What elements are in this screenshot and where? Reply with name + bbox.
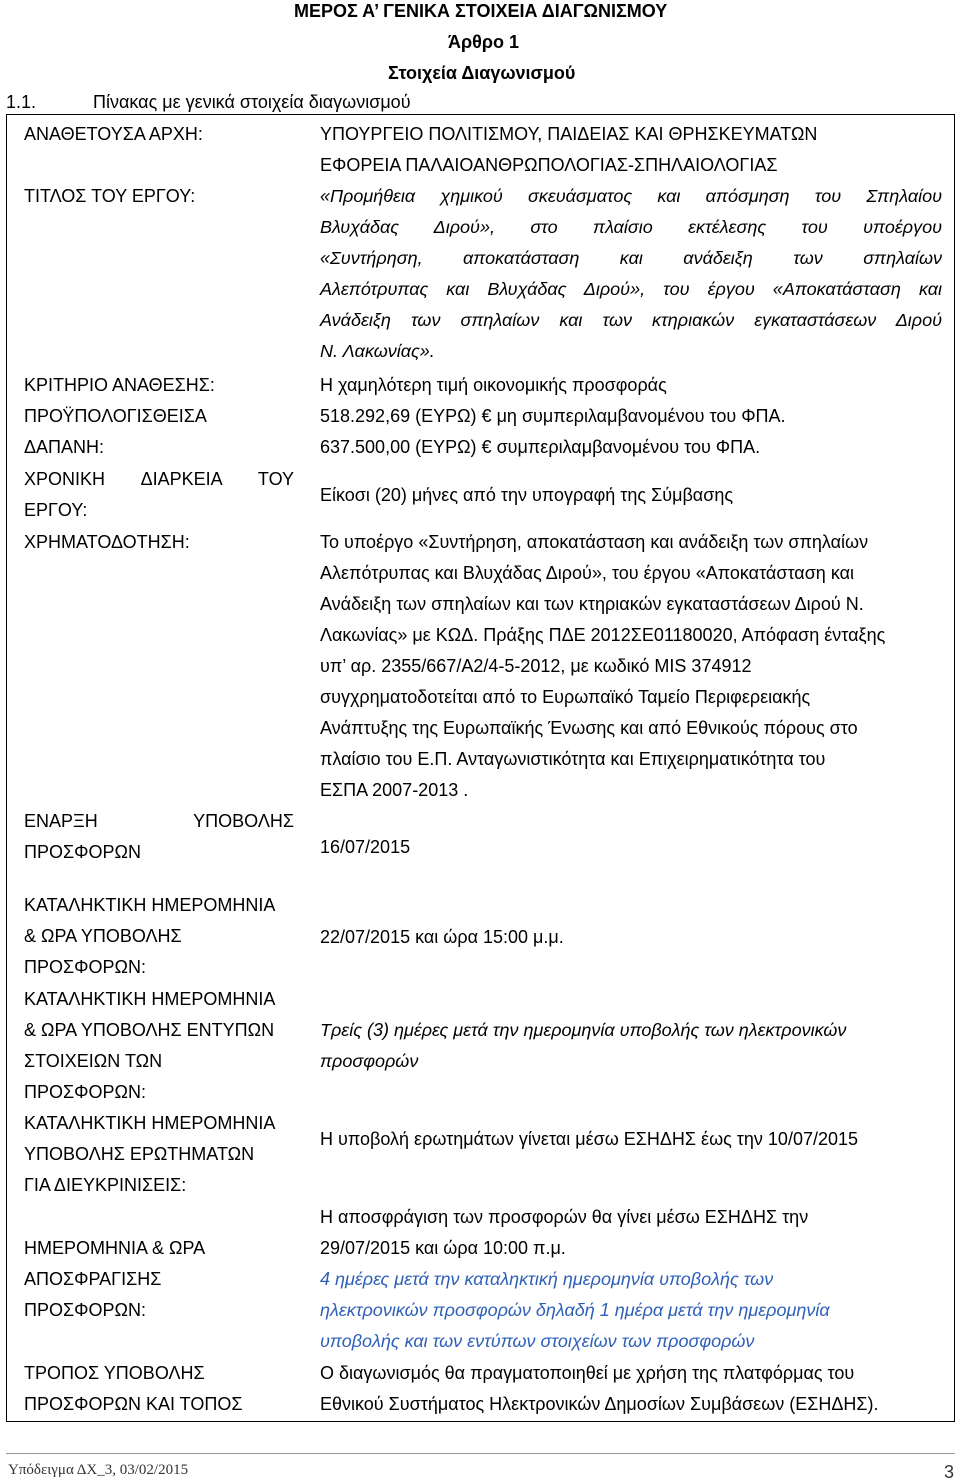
opening-value: Η αποσφράγιση των προσφορών θα γίνει μέσω ΕΣΗΔΗΣ την 29/07/2015 και ώρα 10:00 π.μ. [320,1207,809,1258]
questions-label: ΚΑΤΑΛΗΚΤΙΚΗ ΗΜΕΡΟΜΗΝΙΑ ΥΠΟΒΟΛΗΣ ΕΡΩΤΗΜΑΤΩΝ ΓΙΑ ΔΙΕΥΚΡΙΝΙΣΕΙΣ: [24,1113,276,1195]
project-title-value: «Προμήθεια χημικού σκευάσματος και απόσμηση του Σπηλαίου Βλυχάδας Διρού», στο πλαίσιο εκτέλεσης του υποέργου «Συντήρηση, αποκατάσταση και ανάδειξη των σπηλαίων Αλεπότρυπας και Βλυχάδας Διρού», του έργου «Αποκατάσταση και Ανάδειξη των σπηλαίων και των κτηριακών εγκαταστάσεων Διρού Ν. Λακωνίας». [320,186,942,361]
duration-label: ΧΡΟΝΙΚΗ ΔΙΑΡΚΕΙΑ ΤΟΥ ΕΡΓΟΥ: [24,469,294,520]
printed-deadline-value: Τρείς (3) ημέρες μετά την ημερομηνία υποβολής των ηλεκτρονικών προσφορών [320,1020,847,1071]
criterion-value: Η χαμηλότερη τιμή οικονομικής προσφοράς [320,375,667,395]
criterion-label: ΚΡΙΤΗΡΙΟ ΑΝΑΘΕΣΗΣ: [24,375,215,395]
method-value: Ο διαγωνισμός θα πραγματοποιηθεί με χρήση της πλατφόρμας του Εθνικού Συστήματος Ηλεκτρονικών Δημοσίων Συμβάσεων (ΕΣΗΔΗΣ). [320,1363,879,1414]
deadline-value: 22/07/2015 και ώρα 15:00 μ.μ. [320,927,564,947]
section-title: Πίνακας με γενικά στοιχεία διαγωνισμού [93,92,411,112]
authority-value: ΥΠΟΥΡΓΕΙΟ ΠΟΛΙΤΙΣΜΟΥ, ΠΑΙΔΕΙΑΣ ΚΑΙ ΘΡΗΣΚΕΥΜΑΤΩΝ ΕΦΟΡΕΙΑ ΠΑΛΑΙΟΑΝΘΡΩΠΟΛΟΓΙΑΣ-ΣΠΗΛΑΙΟΛΟΓΙΑΣ [320,124,818,175]
opening-label: ΗΜΕΡΟΜΗΝΙΑ & ΩΡΑ ΑΠΟΣΦΡΑΓΙΣΗΣ ΠΡΟΣΦΟΡΩΝ: [24,1238,206,1320]
budget-value: 518.292,69 (ΕΥΡΩ) € μη συμπεριλαμβανομένου του ΦΠΑ. 637.500,00 (ΕΥΡΩ) € συμπεριλαμβανομένου του ΦΠΑ. [320,406,786,457]
article-title: Στοιχεία Διαγωνισμού [388,63,576,83]
questions-value: Η υποβολή ερωτημάτων γίνεται μέσω ΕΣΗΔΗΣ έως την 10/07/2015 [320,1129,859,1149]
funding-value: Το υποέργο «Συντήρηση, αποκατάσταση και ανάδειξη των σπηλαίων Αλεπότρυπας και Βλυχάδας Διρού», του έργου «Αποκατάσταση και Ανάδειξη των σπηλαίων και των κτηριακών εγκαταστάσεων Διρού Ν. Λακωνίας» με ΚΩΔ. Πράξης ΠΔΕ 2012ΣΕ01180020, Απόφαση ένταξης υπ’ αρ. 2355/667/Α2/4-5-2012, με κωδικό MIS 374912 συγχρηματοδοτείται από το Ευρωπαϊκό Ταμείο Περιφερειακής Ανάπτυξης της Ευρωπαϊκής Ένωσης και από Εθνικούς πόρους στο πλαίσιο του Ε.Π. Ανταγωνιστικότητα και Επιχειρηματικότητα του ΕΣΠΑ 2007-2013 . [320,532,886,800]
project-title-label: ΤΙΤΛΟΣ ΤΟΥ ΕΡΓΟΥ: [24,186,196,206]
deadline-label: ΚΑΤΑΛΗΚΤΙΚΗ ΗΜΕΡΟΜΗΝΙΑ & ΩΡΑ ΥΠΟΒΟΛΗΣ ΠΡΟΣΦΟΡΩΝ: [24,895,276,977]
funding-label: ΧΡΗΜΑΤΟΔΟΤΗΣΗ: [24,532,190,552]
budget-label: ΠΡΟΫΠΟΛΟΓΙΣΘΕΙΣΑ ΔΑΠΑΝΗ: [24,406,207,457]
start-value: 16/07/2015 [320,837,411,857]
part-title: ΜΕΡΟΣ Α’ ΓΕΝΙΚΑ ΣΤΟΙΧΕΙΑ ΔΙΑΓΩΝΙΣΜΟΥ [294,1,668,21]
start-label: ΕΝΑΡΞΗ ΥΠΟΒΟΛΗΣ ΠΡΟΣΦΟΡΩΝ [24,811,294,862]
footer-divider [6,1453,955,1454]
footer-template: Υπόδειγμα ΔΧ_3, 03/02/2015 [8,1462,189,1478]
duration-value: Είκοσι (20) μήνες από την υπογραφή της Σύμβασης [320,485,733,505]
method-label: ΤΡΟΠΟΣ ΥΠΟΒΟΛΗΣ ΠΡΟΣΦΟΡΩΝ ΚΑΙ ΤΟΠΟΣ [24,1363,243,1414]
printed-deadline-label: ΚΑΤΑΛΗΚΤΙΚΗ ΗΜΕΡΟΜΗΝΙΑ & ΩΡΑ ΥΠΟΒΟΛΗΣ ΕΝΤΥΠΩΝ ΣΤΟΙΧΕΙΩΝ ΤΩΝ ΠΡΟΣΦΟΡΩΝ: [24,989,276,1102]
section-number: 1.1. [6,92,37,112]
article-number: Άρθρο 1 [448,32,520,52]
page-number: 3 [944,1462,955,1482]
authority-label: ΑΝΑΘΕΤΟΥΣΑ ΑΡΧΗ: [24,124,203,144]
opening-note: 4 ημέρες μετά την καταληκτική ημερομηνία υποβολής των ηλεκτρονικών προσφορών δηλαδή 1 ημέρα μετά την ημερομηνία υποβολής και των εντύπων στοιχείων των προσφορών [320,1269,830,1351]
